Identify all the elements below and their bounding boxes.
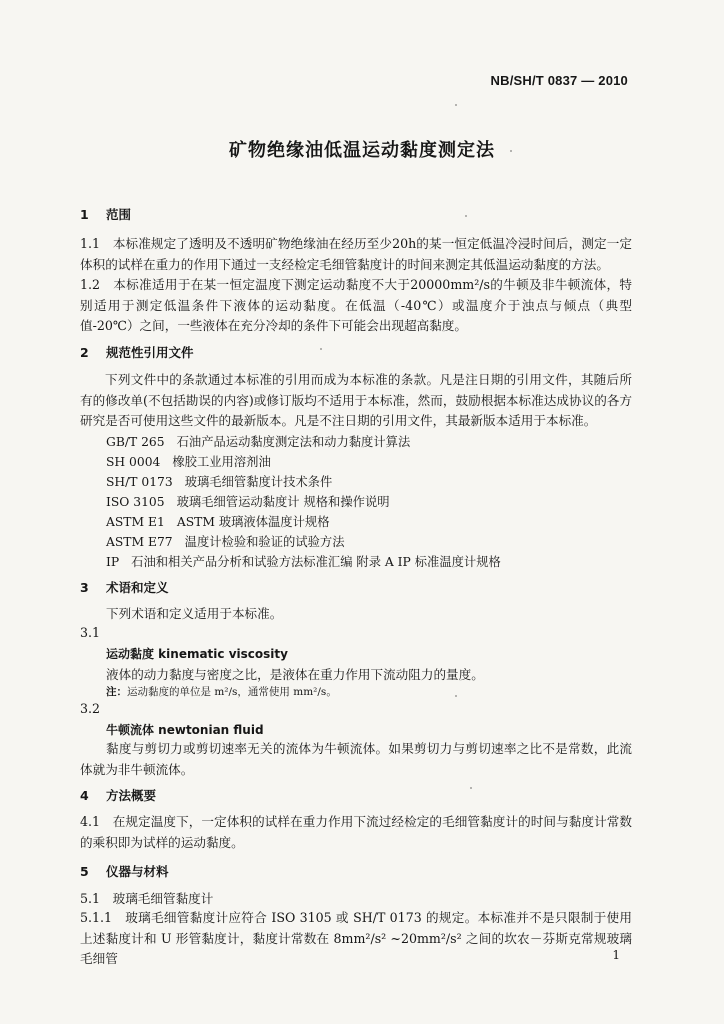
section-5-heading (80, 862, 169, 880)
reference-item (106, 472, 332, 490)
section-1-heading (80, 205, 131, 223)
scan-speck (320, 348, 322, 350)
clause-1-1: 1.1 本标准规定了透明及不透明矿物绝缘油在经历至少20h的某一恒定低温冷浸时间后，测定一定体积的试样在重力的作用下通过一支经检定毛细管黏度计的时间来测定其低温运动黏度的方法。 (80, 236, 632, 272)
reference-title: 温度计检验和验证的试验方法 (184, 535, 345, 549)
reference-item (106, 552, 501, 570)
reference-item (106, 492, 390, 510)
section-number: 3 (80, 580, 89, 595)
term-definition: 液体的动力黏度与密度之比，是液体在重力作用下流动阻力的量度。 (106, 667, 484, 682)
reference-code: GB/T 265 (106, 435, 165, 449)
section-number: 5 (80, 864, 89, 879)
section-number: 2 (80, 345, 89, 360)
standard-number: NB/SH/T 0837 — 2010 (490, 73, 628, 88)
section-number: 1 (80, 207, 89, 222)
clause-5-1: 5.1 玻璃毛细管黏度计 (80, 891, 214, 906)
reference-item (106, 452, 271, 470)
reference-code: ISO 3105 (106, 495, 165, 509)
reference-title: 玻璃毛细管运动黏度计 规格和操作说明 (176, 495, 390, 509)
section-3-heading (80, 578, 169, 596)
term-heading: 运动黏度 kinematic viscosity (106, 647, 288, 661)
document-title: 矿物绝缘油低温运动黏度测定法 (229, 140, 495, 161)
reference-item (106, 532, 345, 550)
reference-item (106, 512, 330, 530)
page-number: 1 (612, 948, 620, 962)
reference-title: 石油产品运动黏度测定法和动力黏度计算法 (176, 435, 411, 449)
section-title: 范围 (106, 207, 132, 222)
clause-1-2: 1.2 本标准适用于在某一恒定温度下测定运动黏度不大于20000mm²/s的牛顿及非牛顿流体，特别适用于测定低温条件下液体的运动黏度。在低温（-40℃）或温度介于浊点与倾点（典型值-20℃）之间，一些液体在充分冷却的条件下可能会出现超高黏度。 (80, 277, 632, 333)
section-2-heading (80, 343, 194, 361)
note-label: 注： (106, 686, 127, 698)
reference-code: SH 0004 (106, 455, 161, 469)
term-definition: 黏度与剪切力或剪切速率无关的流体为牛顿流体。如果剪切力与剪切速率之比不是常数，此流体就为非牛顿流体。 (80, 741, 632, 777)
scan-speck (455, 695, 457, 697)
section-4-heading (80, 786, 156, 804)
section-title: 仪器与材料 (106, 864, 169, 879)
clause-5-1-1: 5.1.1 玻璃毛细管黏度计应符合 ISO 3105 或 SH/T 0173 的规定。本标准并不是只限制于使用上述黏度计和 U 形管黏度计，黏度计常数在 8mm²/s² ~20mm²/s² 之间的坎农－芬斯克常规玻璃毛细管 (80, 910, 632, 966)
section-title: 术语和定义 (106, 580, 169, 595)
reference-code: ASTM E1 (106, 515, 165, 529)
normative-intro: 下列文件中的条款通过本标准的引用而成为本标准的条款。凡是注日期的引用文件，其随后所有的修改单(不包括勘误的内容)或修订版均不适用于本标准，然而，鼓励根据本标准达成协议的各方研究是否可使用这些文件的最新版本。凡是不注日期的引用文件，其最新版本适用于本标准。 (80, 372, 632, 428)
clause-4-1: 4.1 在规定温度下，一定体积的试样在重力作用下流过经检定的毛细管黏度计的时间与黏度计常数的乘积即为试样的运动黏度。 (80, 814, 632, 850)
scan-speck (455, 104, 457, 106)
reference-code: IP (106, 555, 120, 569)
term-heading: 牛顿流体 newtonian fluid (106, 723, 264, 737)
term-number: 3.1 (80, 625, 101, 640)
section-title: 规范性引用文件 (106, 345, 194, 360)
reference-title: ASTM 玻璃液体温度计规格 (176, 515, 330, 529)
terms-intro: 下列术语和定义适用于本标准。 (106, 606, 283, 621)
reference-code: ASTM E77 (106, 535, 173, 549)
reference-title: 玻璃毛细管黏度计技术条件 (184, 475, 333, 489)
reference-title: 橡胶工业用溶剂油 (172, 455, 271, 469)
section-title: 方法概要 (106, 788, 157, 803)
reference-title: 石油和相关产品分析和试验方法标准汇编 附录 A IP 标准温度计规格 (131, 555, 501, 569)
scan-speck (465, 215, 467, 217)
scan-speck (470, 787, 472, 789)
reference-item (106, 432, 410, 450)
note-text: 运动黏度的单位是 m²/s，通常使用 mm²/s。 (127, 686, 337, 698)
term-note (106, 684, 337, 699)
reference-code: SH/T 0173 (106, 475, 173, 489)
section-number: 4 (80, 788, 89, 803)
term-number: 3.2 (80, 701, 101, 716)
scan-speck (510, 150, 512, 152)
